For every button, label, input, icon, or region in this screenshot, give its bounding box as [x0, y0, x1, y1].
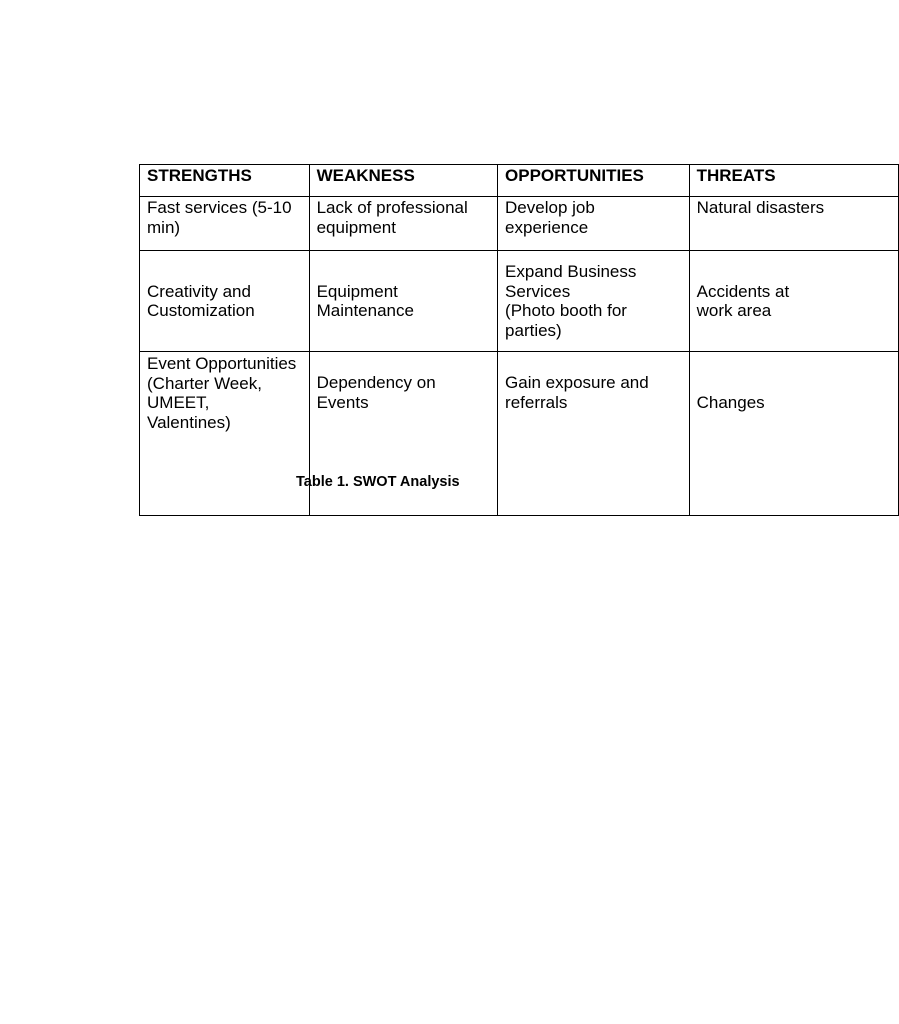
header-weakness: WEAKNESS	[309, 165, 497, 197]
table-cell: Accidents at work area	[689, 251, 898, 352]
table-cell: Fast services (5-10 min)	[140, 197, 310, 251]
table-cell: Changes	[689, 352, 898, 516]
table-cell: Creativity and Customization	[140, 251, 310, 352]
table-caption: Table 1. SWOT Analysis	[296, 474, 460, 490]
header-threats: THREATS	[689, 165, 898, 197]
table-cell: Event Opportunities (Charter Week, UMEET, Valentines)	[140, 352, 310, 516]
table-cell: Gain exposure and referrals	[498, 352, 690, 516]
table-row	[140, 352, 899, 516]
table-cell: Develop job experience	[498, 197, 690, 251]
table-row	[140, 197, 899, 251]
table-cell: Equipment Maintenance	[309, 251, 497, 352]
table-row	[140, 251, 899, 352]
table-cell: Lack of professional equipment	[309, 197, 497, 251]
table-cell: Expand Business Services (Photo booth for parties)	[498, 251, 690, 352]
swot-table	[139, 164, 899, 516]
table-cell: Natural disasters	[689, 197, 898, 251]
header-opportunities: OPPORTUNITIES	[498, 165, 690, 197]
table-cell: Dependency on Events	[309, 352, 497, 516]
header-strengths: STRENGTHS	[140, 165, 310, 197]
table-header-row	[140, 165, 899, 197]
